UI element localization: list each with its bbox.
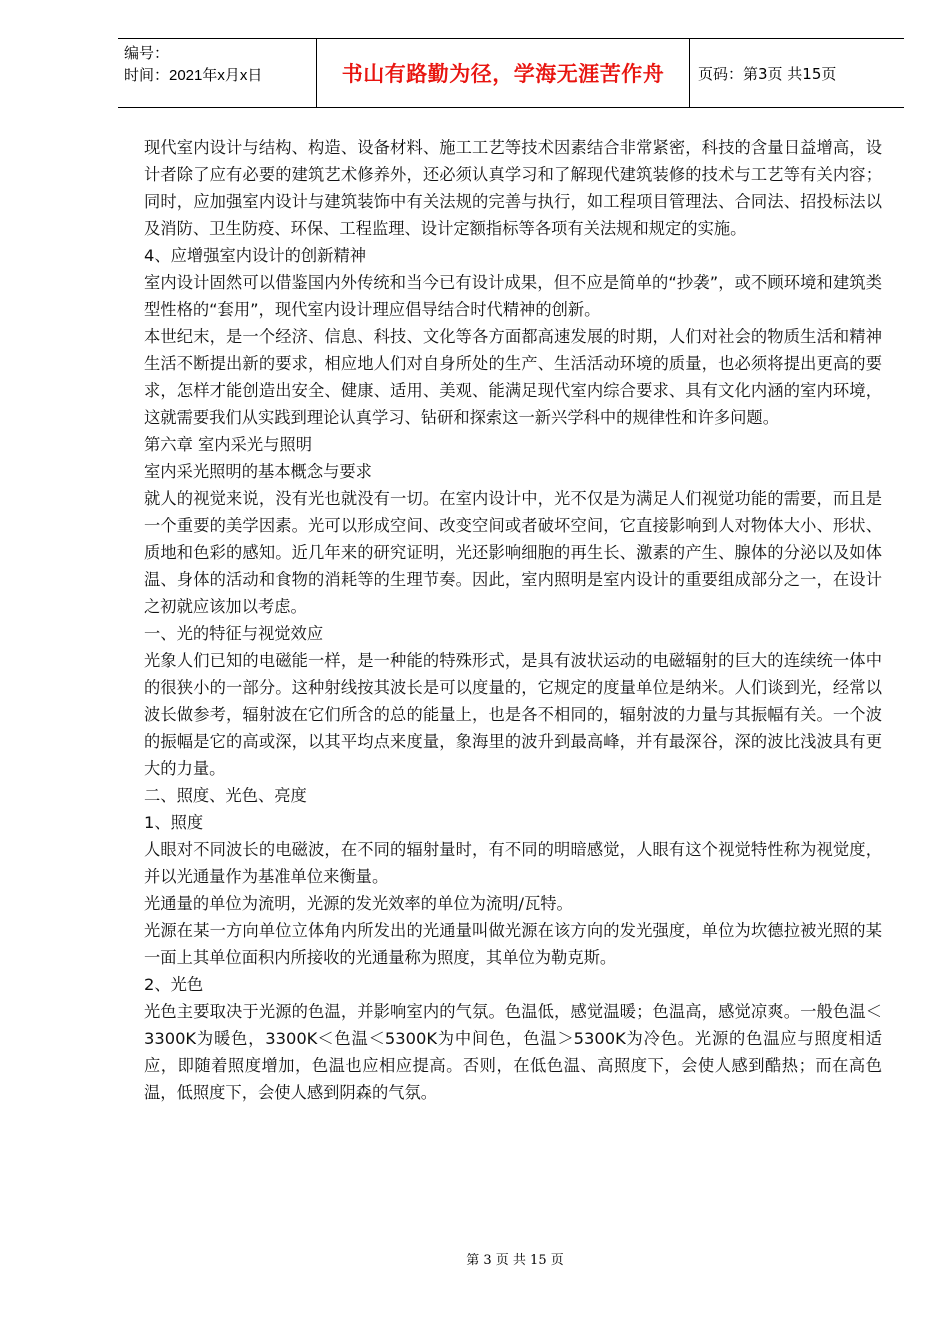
motto-text: 书山有路勤为径，学海无涯苦作舟 (341, 62, 665, 86)
paragraph: 现代室内设计与结构、构造、设备材料、施工工艺等技术因素结合非常紧密，科技的含量日益增高，设计者除了应有必要的建筑艺术修养外，还必须认真学习和了解现代建筑装修的技术与工艺等有关内容；同时，应加强室内设计与建筑装饰中有关法规的完善与执行，如工程项目管理法、合同法、招投标法以及消防、卫生防疫、环保、工程监理、设计定额指标等各项有关法规和规定的实施。 (144, 138, 882, 238)
paragraph: 光通量的单位为流明，光源的发光效率的单位为流明/瓦特。 (144, 894, 573, 913)
paragraph: 室内设计固然可以借鉴国内外传统和当今已有设计成果，但不应是简单的“抄袭”，或不顾环境和建筑类型性格的“套用”，现代室内设计理应倡导结合时代精神的创新。 (144, 273, 882, 319)
time-label: 时间：2021年x月x日 (124, 67, 263, 84)
section-heading: 二、照度、光色、亮度 (144, 786, 307, 805)
page-footer (0, 1249, 950, 1268)
paragraph: 光源在某一方向单位立体角内所发出的光通量叫做光源在该方向的发光强度，单位为坎德拉被光照的某一面上其单位面积内所接收的光通量称为照度，其单位为勒克斯。 (144, 921, 882, 967)
header-page-info: 页码：第3页 共15页 (698, 64, 837, 83)
header-meta (118, 39, 316, 107)
subsection-heading: 2、光色 (144, 975, 204, 994)
header-motto-cell (316, 39, 690, 107)
paragraph: 光象人们已知的电磁能一样，是一种能的特殊形式，是具有波状运动的电磁辐射的巨大的连续统一体中的很狭小的一部分。这种射线按其波长是可以度量的，它规定的度量单位是纳米。人们谈到光，经常以波长做参考，辐射波在它们所含的总的能量上，也是各不相同的，辐射波的力量与其振幅有关。一个波的振幅是它的高或深，以其平均点来度量，象海里的波升到最高峰，并有最深谷，深的波比浅波具有更大的力量。 (144, 651, 882, 778)
section-heading: 室内采光照明的基本概念与要求 (144, 462, 372, 481)
paragraph: 光色主要取决于光源的色温，并影响室内的气氛。色温低，感觉温暖；色温高，感觉凉爽。一般色温＜3300K为暖色，3300K＜色温＜5300K为中间色，色温＞5300K为冷色。光源的色温应与照度相适应，即随着照度增加，色温也应相应提高。否则，在低色温、高照度下，会使人感到酷热；而在高色温，低照度下，会使人感到阴森的气氛。 (144, 1002, 882, 1102)
paragraph: 本世纪末，是一个经济、信息、科技、文化等各方面都高速发展的时期，人们对社会的物质生活和精神生活不断提出新的要求，相应地人们对自身所处的生产、生活活动环境的质量，也必须将提出更高的要求，怎样才能创造出安全、健康、适用、美观、能满足现代室内综合要求、具有文化内涵的室内环境，这就需要我们从实践到理论认真学习、钻研和探索这一新兴学科中的规律性和许多问题。 (144, 327, 882, 427)
section-heading: 一、光的特征与视觉效应 (144, 624, 324, 643)
subsection-heading: 1、照度 (144, 813, 204, 832)
document-body (144, 134, 882, 1106)
header-table (118, 38, 904, 108)
number-label: 编号： (124, 45, 170, 62)
section-heading: 4、应增强室内设计的创新精神 (144, 246, 367, 265)
footer-page-number: 第 3 页 共 15 页 (466, 1253, 564, 1268)
paragraph: 人眼对不同波长的电磁波，在不同的辐射量时，有不同的明暗感觉，人眼有这个视觉特性称为视觉度，并以光通量作为基准单位来衡量。 (144, 840, 882, 886)
chapter-heading: 第六章 室内采光与照明 (144, 435, 312, 454)
paragraph: 就人的视觉来说，没有光也就没有一切。在室内设计中，光不仅是为满足人们视觉功能的需要，而且是一个重要的美学因素。光可以形成空间、改变空间或者破坏空间，它直接影响到人对物体大小、形状、质地和色彩的感知。近几年来的研究证明，光还影响细胞的再生长、激素的产生、腺体的分泌以及如体温、身体的活动和食物的消耗等的生理节奏。因此，室内照明是室内设计的重要组成部分之一，在设计之初就应该加以考虑。 (144, 489, 882, 616)
